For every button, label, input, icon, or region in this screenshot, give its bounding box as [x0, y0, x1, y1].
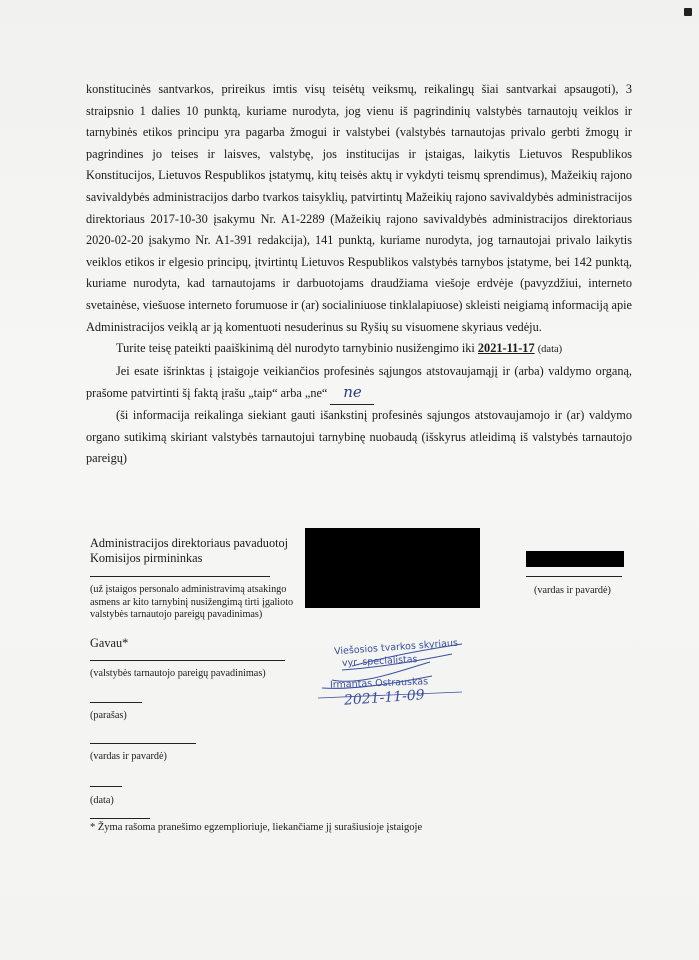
received-name-line: [90, 743, 196, 744]
main-paragraph: konstitucinės santvarkos, prireikus imtis visų teisėtų veiksmų, reikalingų šiai santvarkai apsaugoti), 3 straipsnio 1 dalies 10 punktą, kuriame nurodyta, jog vienu iš pagrindinių valstybės tarnautojų veiklos ir tarnybinės etikos principu yra pagarba žmogui ir valstybei (valstybės tarnautojas privalo gerbti žmogų ir pagrindines jo teises ir laisves, valstybę, jos institucijas ir įstaigas, laikytis Lietuvos Respublikos Konstitucijos, Lietuvos Respublikos įstatymų, kitų teisės aktų ir vykdyti teismų sprendimus), Mažeikių rajono savivaldybės administracijos darbo tvarkos taisyklių, patvirtintų Mažeikių rajono savivaldybės administracijos direktoriaus 2017-10-30 įsakymu Nr. A1-2289 (Mažeikių rajono savivaldybės administracijos direktoriaus 2020-02-20 įsakymo Nr. A1-391 redakcija), 141 punktą, kuriame nurodyta, jog tarnautojai privalo laikytis veiklos etikos ir elgesio principų, įtvirtintų Lietuvos Respublikos valstybės tarnybos įstatyme, bei 142 punktą, kuriame nurodyta, kad tarnautojams ir darbuotojams draudžiama viešoje erdvėje (pavyzdžiui, interneto svetainėse, viešuose interneto forumuose ir (ar) socialiniuose tinklalapiuose) skleisti neigiamą informaciją apie Administracijos veiklą ar ją komentuoti nesuderinus su Ryšių su visuomene skyriaus vedėju.: [86, 82, 632, 334]
deadline-date: 2021-11-17: [477, 341, 535, 356]
signature-title-line1: Administracijos direktoriaus pavaduotoj: [90, 536, 289, 550]
deadline-text: Turite teisę pateikti paaiškinimą dėl nurodyto tarnybinio nusižengimo iki: [116, 341, 478, 356]
stamp-line2: vyr. specialistas: [341, 654, 418, 669]
position-caption: [90, 584, 293, 622]
position-caption-line2: asmens ar kito tarnybinį nusižengimą tirti įgalioto: [90, 596, 294, 608]
date-line: [90, 786, 122, 787]
deadline-paragraph: [86, 338, 632, 361]
stamp-line3: Irmantas Ostrauskas: [329, 676, 429, 691]
received-position-caption: (valstybės tarnautojo pareigų pavadinimas): [90, 668, 266, 679]
received-label: Gavau*: [90, 636, 129, 650]
signature-line: [90, 702, 142, 703]
position-line: [90, 576, 270, 577]
name-line: [526, 576, 622, 577]
signature-caption: (parašas): [90, 710, 127, 721]
union-paragraph: [86, 361, 632, 405]
signature-title: [90, 536, 288, 566]
stamp-handwritten-date: 2021-11-09: [343, 687, 426, 709]
stamp-line1: Viešosios tvarkos skyriaus: [333, 637, 459, 658]
official-stamp: [312, 637, 472, 712]
received-position-line: [90, 660, 285, 661]
footnote: * Žyma rašoma pranešimo egzemplioriuje, liekančiame jį surašiusioje įstaigoje: [90, 822, 423, 833]
union-text: Jei esate išrinktas į įstaigoje veikiančios profesinės sąjungos atstovaujamąjį ir (arba) valdymo organą, prašome patvirtinti šį faktą įrašu „taip“ arba „ne“: [86, 363, 632, 401]
footnote-rule: [90, 818, 150, 819]
name-caption: (vardas ir pavardė): [534, 585, 611, 596]
position-caption-line1: (už įstaigos personalo administravimą atsakingo: [90, 584, 287, 595]
redaction-signature: [305, 528, 480, 608]
redaction-name: [526, 551, 624, 567]
date-caption: (data): [90, 795, 114, 806]
position-caption-line3: valstybės tarnautojo pareigų pavadinimas): [90, 609, 263, 620]
document-body: [86, 79, 632, 470]
deadline-date-note: (data): [537, 344, 563, 356]
corner-mark: [684, 8, 692, 16]
info-paragraph: (ši informacija reikalinga siekiant gauti išankstinį profesinės sąjungos atstovaujamojo ir (ar) valdymo organo sutikimą skiriant valstybės tarnautojui tarnybinę nuobaudą (išskyrus atleidimą iš valstybės tarnautojo pareigų): [86, 407, 632, 466]
union-answer-handwritten: ne: [330, 382, 374, 405]
received-name-caption: (vardas ir pavardė): [90, 751, 167, 762]
signature-title-line2: Komisijos pirmininkas: [90, 551, 203, 565]
